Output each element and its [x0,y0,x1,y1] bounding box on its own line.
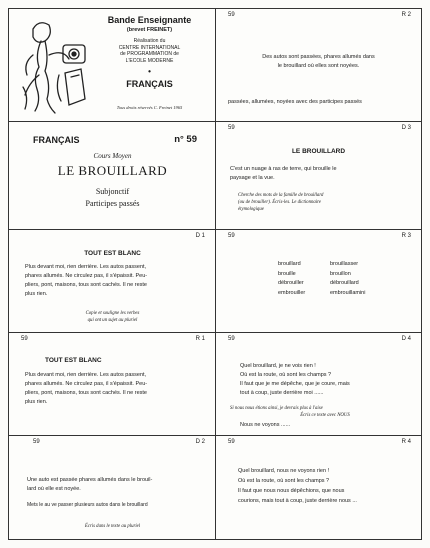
r4-line: Où est la route, où sont les champs ? [238,478,330,484]
r1-text [25,371,213,407]
d3-heading: LE BROUILLARD [291,148,346,155]
card-number: 59 [33,439,40,445]
d3-line: C'est un nuage à ras de terre, qui brouille le [230,166,337,172]
d4-line: Quel brouillard, je ne vois rien ! [240,363,316,369]
d1-line: plus rien. [25,291,48,297]
cover-subtitle: (brevet FREINET) [126,27,173,33]
d4-line: Où est la route, où sont les champs ? [240,372,332,378]
r2-line: le brouillard où elles sont noyées. [277,63,360,69]
d3-note: étymologique [238,207,264,212]
d1-line: Plus devant moi, rien derrière. Les autos passent, [25,264,147,270]
d1-note: qui ont un sujet au pluriel [87,318,138,323]
r3-word: brouillon [330,270,351,277]
d4-note: Écris ce texte avec NOUS [300,413,350,418]
card-code: D 3 [401,125,411,131]
r1-heading: TOUT EST BLANC [45,357,102,364]
r1-line: plus rien. [25,399,48,405]
d4-line: Il faut que je me dépêche, que je coure, mais [240,381,350,387]
r1-line: phares allumés. Ne circulez pas, il s'épaissit. Peu- [25,381,148,387]
cover-credits [87,38,212,64]
cover-rights: Tous droits réservés C. Freinet 1965 [116,105,183,110]
cover-credit-line: L'ECOLE MODERNE [125,57,174,64]
cover-credit-line: Réalisation du [133,38,166,44]
child-drawing-illustration [19,15,89,115]
title-topic: Participes passés [85,199,140,208]
d1-heading: TOUT EST BLANC [84,250,141,257]
d1-line: phares allumés. Ne circulez pas, il s'épaissit. Peu- [25,273,148,279]
d4-line: Nous ne voyons ...... [240,422,291,428]
d4-text [240,362,418,398]
card-code: R 1 [195,336,205,342]
title-heading: LE BROUILLARD [57,163,168,178]
card-number: 59 [228,336,235,342]
card-number: 59 [21,336,28,342]
d2-note: Écris dans le texte au pluriel [84,524,141,529]
card-code: R 4 [401,439,411,445]
d1-text [25,263,213,299]
card-r2 [216,9,421,122]
r3-word: débrouiller [278,280,304,286]
card-code: R 2 [401,12,411,18]
d2-line: lard où elle est noyée. [27,486,81,492]
cover-bullet: • [148,67,151,76]
card-d3 [216,122,421,230]
card-number: 59 [228,125,235,131]
card-number: 59 [228,439,235,445]
d1-line: pliers, pont, maisons, tous sont cachés. Il ne reste [25,282,147,288]
r3-word: débrouillard [330,280,359,286]
r4-line: Quel brouillard, nous ne voyons rien ! [238,468,330,474]
d1-note: Copie et souligne les verbes [85,311,140,316]
d4-instructions [230,405,420,419]
cover-title: Bande Enseignante [107,15,192,25]
r2-text [222,53,415,71]
cover-credit-line: de PROGRAMMATION de [120,51,179,57]
card-r4 [216,436,421,539]
d3-instructions [238,192,416,213]
r4-line: Il faut que nous nous dépêchions, que nous [238,488,345,494]
r3-word: brouille [278,270,296,277]
r3-word: brouillard [278,261,301,267]
d3-note: Cherche des mots de la famille de brouillard [238,193,324,198]
card-d2 [9,436,216,539]
card-r1 [9,333,216,436]
title-subject: FRANÇAIS [33,135,80,145]
cover-card [9,9,216,122]
d3-line: paysage et la vue. [230,175,275,181]
card-d4 [216,333,421,436]
r4-line: courions, mais tout à coup, juste derrière nous ... [238,498,357,504]
r3-word: embrouillamini [330,289,366,296]
cover-subject: FRANÇAIS [126,79,173,89]
d2-text [27,476,213,494]
title-number: n° 59 [174,134,197,145]
r1-line: pliers, pont, maisons, tous sont cachés. Il ne reste [25,390,147,396]
d4-note: Si nous nous étions ainsi, je devrais plus à l'aise [230,406,323,411]
card-code: D 4 [401,336,411,342]
d4-line: tout à coup, juste derrière moi ...... [240,390,324,396]
r3-word-list-right [330,260,400,298]
card-d1 [9,230,216,333]
title-topic: Subjonctif [95,187,130,196]
r3-word: brouillasser [330,261,359,267]
cover-credit-line: CENTRE INTERNATIONAL [118,44,181,51]
r1-line: Plus devant moi, rien derrière. Les autos passent, [25,372,147,378]
r4-text [238,466,418,506]
d1-instructions [9,310,216,324]
card-code: D 2 [195,439,205,445]
worksheet-page [8,8,422,540]
r2-line: Des autos sont passées, phares allumés dans [262,54,375,60]
card-number: 59 [228,12,235,18]
card-r3 [216,230,421,333]
title-card [9,122,216,230]
r3-word-list-left [278,260,328,298]
d2-instruction: Mets le au ve passer plusieurs autos dans le brouillard [27,502,148,508]
card-code: R 3 [401,233,411,239]
d3-text [230,165,415,183]
card-number: 59 [228,233,235,239]
d3-note: (ou de brouiller). Écris-les. Le dictionnaire [238,200,321,205]
r2-footer: passées, allumées, noyées avec des participes passés [228,99,362,105]
title-level: Cours Moyen [93,152,132,160]
card-code: D 1 [195,233,205,239]
r3-word: embrouiller [278,289,306,296]
d2-line: Une auto est passée phares allumés dans le brouil- [27,477,153,483]
